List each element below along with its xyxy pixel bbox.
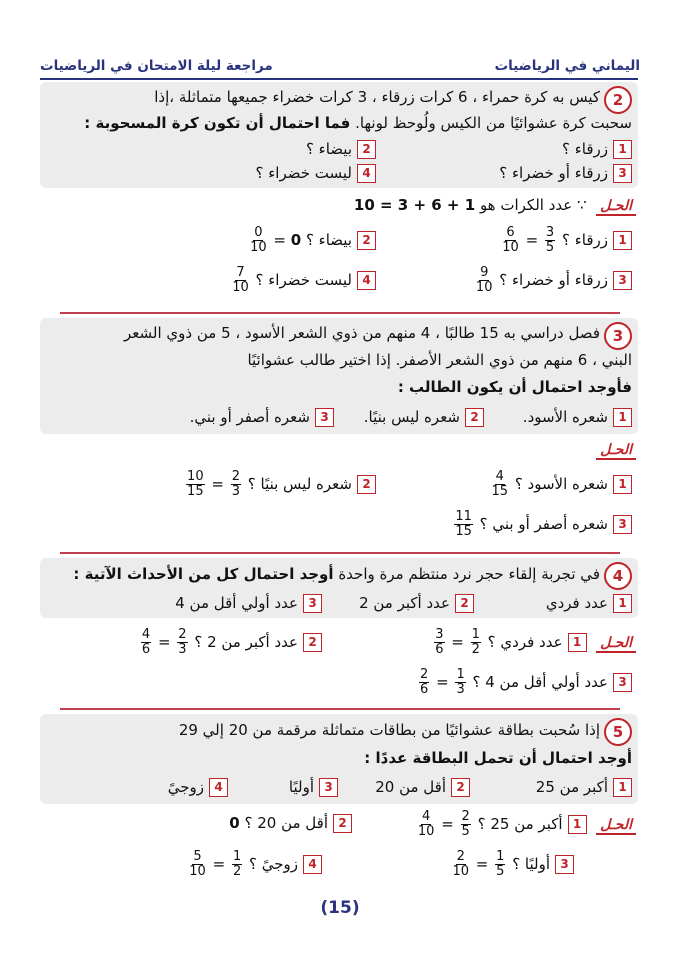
answer-number-box: 4 xyxy=(303,855,322,874)
q4-answer-2: 2عدد أكبر من 2 ؟ $\frac{4}{6}$ = $\frac{2}{3}$ xyxy=(139,628,322,657)
q3-option-3-label: شعره أصفر أو بني. xyxy=(189,408,310,426)
answer-number-box: 1 xyxy=(613,475,632,494)
q2-stem-line2 xyxy=(84,114,632,132)
section-divider xyxy=(60,708,620,710)
q2-solution xyxy=(40,196,638,300)
q5-answer-3: 3أوليًا ؟ $\frac{2}{10}$ = $\frac{1}{5}$ xyxy=(450,850,574,879)
option-number-box: 2 xyxy=(455,594,474,613)
q3-answer-3-label: شعره أصفر أو بني ؟ xyxy=(479,515,608,533)
q2-option-2-label: بيضاء ؟ xyxy=(305,140,352,158)
q5-answer-1-label: أكبر من 25 ؟ xyxy=(477,815,563,833)
q4-number: 4 xyxy=(604,562,632,590)
answer-number-box: 2 xyxy=(357,475,376,494)
option-number-box: 2 xyxy=(357,140,376,159)
header-rule xyxy=(40,78,638,80)
q5-answer-4-label: زوجيً ؟ xyxy=(249,855,298,873)
q3-answer-1: 1شعره الأسود ؟ $\frac{4}{15}$ xyxy=(490,470,633,499)
q2-total-equation: 10 = 3 + 6 + 1 xyxy=(353,196,476,214)
option-number-box: 4 xyxy=(357,164,376,183)
q5-option-2-label: أقل من 20 xyxy=(375,778,446,796)
solution-label: الحـل xyxy=(596,198,636,216)
q4-answer-2-label: عدد أكبر من 2 ؟ xyxy=(194,633,298,651)
option-number-box: 1 xyxy=(613,140,632,159)
q4-solution xyxy=(40,622,638,704)
q5-answer-2-value: 0 xyxy=(229,814,240,832)
option-number-box: 2 xyxy=(451,778,470,797)
q5-answer-1: الحـل 1أكبر من 25 ؟ $\frac{4}{10}$ = $\frac{2}{5}$ xyxy=(416,810,636,839)
q4-question: أوجد احتمال كل من الأحداث الآتية : xyxy=(73,565,334,583)
q4-statement xyxy=(40,558,638,618)
q3-stem-line1: فصل دراسي به 15 طالبًا ، 4 منهم من ذوي الشعر الأسود ، 5 من ذوي الشعر xyxy=(124,324,600,342)
q2-option-4-label: ليست خضراء ؟ xyxy=(255,164,352,182)
q5-option-2 xyxy=(375,778,470,797)
answer-number-box: 3 xyxy=(613,673,632,692)
q2-option-4 xyxy=(256,164,376,183)
header-right-title: اليماني في الرياضيات xyxy=(494,58,640,74)
option-number-box: 1 xyxy=(613,594,632,613)
q5-stem-line1: إذا سُحبت بطاقة عشوائيًا من بطاقات متماثلة مرقمة من 20 إلي 29 xyxy=(178,721,600,739)
option-number-box: 3 xyxy=(315,408,334,427)
q2-option-1 xyxy=(562,140,632,159)
q2-option-3-label: زرقاء أو خضراء ؟ xyxy=(499,164,608,182)
q2-answer-2: 2بيضاء ؟ $\frac{0}{10}$ = 0 xyxy=(248,226,376,255)
option-number-box: 3 xyxy=(303,594,322,613)
header-left-title: مراجعة ليلة الامتحان في الرياضيات xyxy=(40,58,273,74)
option-number-box: 2 xyxy=(465,408,484,427)
option-number-box: 3 xyxy=(613,164,632,183)
q3-answer-2-label: شعره ليس بنيًا ؟ xyxy=(247,475,352,493)
q3-solution xyxy=(40,440,638,550)
q2-option-3 xyxy=(499,164,632,183)
answer-number-box: 4 xyxy=(357,271,376,290)
q4-option-2-label: عدد أكبر من 2 xyxy=(359,594,450,612)
q5-answer-3-label: أوليًا ؟ xyxy=(512,855,550,873)
q4-answer-1: الحـل 1عدد فردي ؟ $\frac{3}{6}$ = $\frac{1}{2}$ xyxy=(432,628,636,657)
q2-number: 2 xyxy=(604,86,632,114)
q5-option-1 xyxy=(536,778,632,797)
option-number-box: 4 xyxy=(209,778,228,797)
q4-answer-3: 3عدد أولي أقل من 4 ؟ $\frac{2}{6}$ = $\frac{1}{3}$ xyxy=(417,668,632,697)
q5-answer-4: 4زوجيً ؟ $\frac{5}{10}$ = $\frac{1}{2}$ xyxy=(187,850,322,879)
q2-statement xyxy=(40,82,638,188)
solution-label: الحـل xyxy=(596,442,636,460)
q5-number: 5 xyxy=(604,718,632,746)
answer-number-box: 2 xyxy=(333,814,352,833)
answer-number-box: 3 xyxy=(613,271,632,290)
q3-answer-2: 2شعره ليس بنيًا ؟ $\frac{10}{15}$ = $\frac{2}{3}$ xyxy=(184,470,376,499)
answer-number-box: 2 xyxy=(357,231,376,250)
q2-option-2 xyxy=(306,140,376,159)
q2-answer-2-label: بيضاء ؟ xyxy=(305,231,352,249)
q3-option-1-label: شعره الأسود. xyxy=(522,408,608,426)
q5-option-3-label: أوليًا xyxy=(288,778,314,796)
q5-solution xyxy=(40,806,638,890)
q4-option-2 xyxy=(359,594,474,613)
q3-question: فأوجد احتمال أن يكون الطالب : xyxy=(397,378,632,396)
q3-answer-1-label: شعره الأسود ؟ xyxy=(514,475,608,493)
q3-number: 3 xyxy=(604,322,632,350)
q2-answer-3-label: زرقاء أو خضراء ؟ xyxy=(499,271,608,289)
q2-answer-3: 3زرقاء أو خضراء ؟ $\frac{9}{10}$ xyxy=(474,266,632,295)
q4-option-3-label: عدد أولي أقل من 4 xyxy=(175,594,298,612)
option-number-box: 1 xyxy=(613,408,632,427)
q2-stem-line1: كيس به كرة حمراء ، 6 كرات زرقاء ، 3 كرات خضراء جميعها متماثلة ،إذا xyxy=(154,88,600,106)
q4-option-1-label: عدد فردي xyxy=(545,594,608,612)
q2-stem-line2a: سحبت كرة عشوائيًا من الكيس ولُوحظ لونها. xyxy=(355,114,632,132)
q5-option-4 xyxy=(168,778,228,797)
option-number-box: 3 xyxy=(319,778,338,797)
q2-total-text: ∵ عدد الكرات هو xyxy=(479,196,587,214)
option-number-box: 1 xyxy=(613,778,632,797)
q5-answer-2 xyxy=(229,814,352,833)
q3-answer-3: 3شعره أصفر أو بني ؟ $\frac{11}{15}$ xyxy=(452,510,632,539)
q4-stem-a: في تجربة إلقاء حجر نرد منتظم مرة واحدة xyxy=(338,565,600,583)
q3-stem-line2: البني ، 6 منهم من ذوي الشعر الأصفر. إذا اختير طالب عشوائيًا xyxy=(247,351,632,369)
q5-option-3 xyxy=(289,778,338,797)
q4-answer-3-label: عدد أولي أقل من 4 ؟ xyxy=(472,673,608,691)
q4-option-3 xyxy=(175,594,322,613)
q5-answer-2-label: أقل من 20 ؟ xyxy=(244,814,328,832)
q3-option-2-label: شعره ليس بنيًا. xyxy=(363,408,460,426)
section-divider xyxy=(60,312,620,314)
page-header xyxy=(40,52,640,78)
q2-option-1-label: زرقاء ؟ xyxy=(561,140,608,158)
q2-answer-1-label: زرقاء ؟ xyxy=(561,231,608,249)
q5-option-1-label: أكبر من 25 xyxy=(535,778,608,796)
q2-solution-intro xyxy=(354,196,636,216)
page-number: (15) xyxy=(320,898,360,918)
q5-option-4-label: زوجيً xyxy=(167,778,204,796)
answer-number-box: 1 xyxy=(568,815,587,834)
q3-option-1 xyxy=(523,408,632,427)
solution-label: الحـل xyxy=(596,635,636,653)
q5-question: أوجد احتمال أن تحمل البطاقة عددًا : xyxy=(364,749,632,767)
q3-statement xyxy=(40,318,638,434)
answer-number-box: 3 xyxy=(555,855,574,874)
q2-answer-1: 1زرقاء ؟ $\frac{6}{10}$ = $\frac{3}{5}$ xyxy=(500,226,632,255)
section-divider xyxy=(60,552,620,554)
answer-number-box: 1 xyxy=(568,633,587,652)
solution-label: الحـل xyxy=(596,817,636,835)
q2-question: فما احتمال أن تكون كرة المسحوبة : xyxy=(84,114,351,132)
q5-statement xyxy=(40,714,638,804)
q3-option-2 xyxy=(364,408,484,427)
q3-option-3 xyxy=(190,408,334,427)
q4-stem xyxy=(73,565,600,583)
q4-option-1 xyxy=(546,594,632,613)
answer-number-box: 2 xyxy=(303,633,322,652)
q2-answer-4-label: ليست خضراء ؟ xyxy=(255,271,352,289)
answer-number-box: 1 xyxy=(613,231,632,250)
q3-solution-label xyxy=(596,440,636,460)
q2-answer-4: 4ليست خضراء ؟ $\frac{7}{10}$ xyxy=(230,266,376,295)
q4-answer-1-label: عدد فردي ؟ xyxy=(487,633,563,651)
answer-number-box: 3 xyxy=(613,515,632,534)
